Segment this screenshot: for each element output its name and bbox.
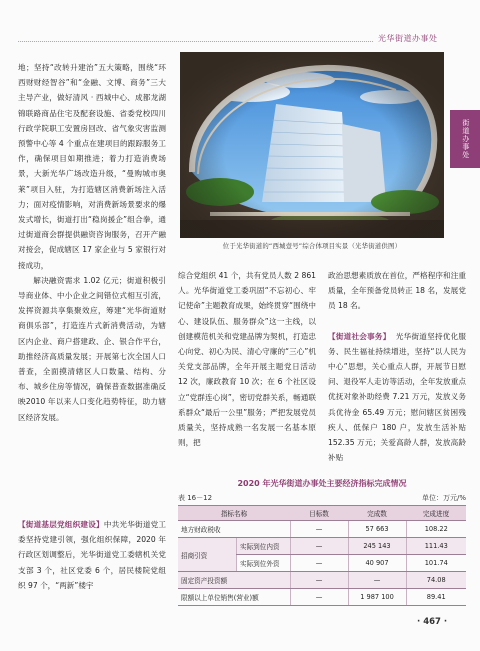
row-name: 固定资产投资额 [178, 572, 290, 589]
row-name: 限额以上单位销售(营业)额 [178, 589, 290, 606]
table-row [178, 521, 466, 538]
paragraph: 政治思想素质放在首位，严格程序和注重质量，全年预备党员转正 18 名，发展党员 18 名。 [328, 271, 466, 311]
target-cell: — [290, 555, 348, 572]
row-subname: 实际到位外资 [237, 555, 291, 572]
paragraph: 解决融资需求 1.02 亿元；街道积极引导商业体、中小企业之间错位式相互引流，发挥资源共享集聚效应，筹建“光华街道财商俱乐部”，打造连片式新消费活动，为辖区内企业、商户搭建政、企、银合作平台，助推经济高质量发展；开展第七次全国人口普查，全面摸清辖区人口数量、结构、分布、城乡住房等情况，确保普查数据准确反映2010 年以来人口变化趋势特征，助力辖区经济发展。 [18, 275, 166, 422]
progress-cell: 111.43 [406, 538, 466, 555]
economic-indicators-table [178, 505, 466, 606]
page-number: · 467 · [417, 617, 448, 627]
running-header: 光华街道办事处 [378, 34, 438, 43]
section-heading: 【街道基层党组织建设】 [18, 520, 104, 529]
section-text: 中共光华街道党工委坚持党建引领，强化组织保障，2020 年行政区划调整后，光华街道党工委辖机关党支部 3 个，社区党委 6 个，居民楼院党组织 97 个，“两新”楼宇 [18, 520, 167, 590]
done-cell: — [348, 572, 406, 589]
paragraph [328, 329, 466, 466]
header-rule [18, 41, 373, 42]
target-cell: — [290, 521, 348, 538]
target-cell: — [290, 572, 348, 589]
text-column-middle [178, 268, 316, 450]
done-cell: 40 907 [348, 555, 406, 572]
table-row [178, 589, 466, 606]
text-column-right [328, 268, 466, 465]
table-row [178, 538, 466, 555]
photo-illustration [180, 52, 444, 238]
row-name: 招商引资 [178, 538, 237, 572]
row-subname: 实际到位内资 [237, 538, 291, 555]
side-section-tab: 街道办事处 [450, 110, 480, 168]
done-cell: 1 987 100 [348, 589, 406, 606]
building-photo [180, 52, 444, 238]
column-header: 完成进度 [406, 506, 466, 521]
section-heading: 【街道社会事务】 [328, 331, 391, 341]
progress-cell: 74.08 [406, 572, 466, 589]
progress-cell: 89.41 [406, 589, 466, 606]
column-header: 指标名称 [178, 506, 290, 521]
table-row [178, 572, 466, 589]
done-cell: 245 143 [348, 538, 406, 555]
table-unit: 单位：万元/% [421, 494, 466, 502]
target-cell: — [290, 538, 348, 555]
done-cell: 57 663 [348, 521, 406, 538]
table-number: 表 16－12 [178, 494, 213, 502]
section-text: 光华街道坚持优化服务、民生福祉持续增进，坚持“以人民为中心”思想，关心重点人群，开展节日慰问、退役军人走访等活动，全年发放重点优抚对象补助经费 7.21 万元，发放义务兵优待金 65.49 万元；慰问辖区贫困残疾人、低保户 180 户，发放生活补贴 152.35 万元；关爱高龄人群，发放高龄补贴 [328, 331, 466, 463]
column-header: 完成数 [348, 506, 406, 521]
target-cell: — [290, 589, 348, 606]
paragraph: 综合党组织 41 个，共有党员人数 2 861 人。光华街道党工委巩固“不忘初心、牢记使命”主题教育成果，始终贯穿“围绕中心、建设队伍、服务群众”这一主线，以创建模范机关和党建品牌为契机，打造忠心向党、初心为民、清心守廉的“三心”机关党支部品牌，全年开展主题党日活动 12 次，廉政教育 10 次；在 6 个社区设立“党群连心岗”，密切党群关系，畅通联系群众“最后一公里”服务；严把发展党员质量关，坚持成熟一名发展一名基本原则，把 [178, 271, 316, 448]
progress-cell: 101.74 [406, 555, 466, 572]
table-header-row [178, 506, 466, 521]
paragraph: 地；坚持“改转升建治”五大策略，围绕“环西财财经智谷”和“金融、文博、商务”三大主导产业，做好清风 · 西城中心、成都龙湖锦联路商品住宅及配套设施、省委党校四川行政学院职工安置房回改、省气象灾害监测预警中心等 4 个重点在建项目的跟踪服务工作，确保项目如期推进；着力打造消费场景，大新光华广场改造升级，“曼购城市奥莱”项目入驻，为打造辖区消费新场注入活力；面对疫情影响，对消费新场景要求的爆发式增长，街道打出“稳岗援企”组合拳，通过街道商会群提供融资咨询服务，召开产融对接会，促成辖区 17 家企业与 5 家银行对接成功， [18, 63, 166, 270]
text-column-left [18, 60, 166, 425]
paragraph [18, 517, 166, 593]
column-header: 目标数 [290, 506, 348, 521]
row-name: 地方财政税收 [178, 521, 290, 538]
progress-cell: 108.22 [406, 521, 466, 538]
photo-caption: 位于光华街道的“西城壹号”综合体项目实景（光华街道供图） [222, 242, 402, 250]
table-title: 2020 年光华街道办事处主要经济指标完成情况 [237, 479, 407, 488]
text-column-left-section [18, 517, 166, 593]
